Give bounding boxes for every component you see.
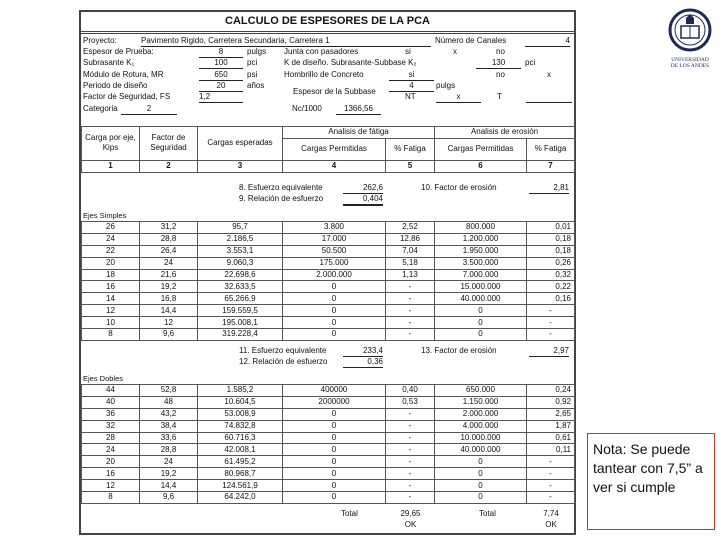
relacion-esfuerzo-value: 0,404 bbox=[343, 193, 383, 206]
ejes-simples-label: Ejes Simples bbox=[83, 211, 127, 220]
table-cell: - bbox=[527, 468, 575, 480]
table-cell: 2.000.000 bbox=[435, 408, 527, 420]
table-cell: 52,8 bbox=[140, 385, 198, 397]
table-row bbox=[82, 492, 575, 504]
table-cell: 17.000 bbox=[283, 233, 386, 245]
kdiseno-label: K de diseño. Subrasante-Subbase K₂ bbox=[284, 58, 417, 67]
subbase-unit: pulgs bbox=[436, 81, 456, 90]
relacion-esfuerzo-dobles-value: 0,36 bbox=[343, 356, 383, 368]
table-cell: 8 bbox=[82, 329, 140, 341]
espesor-unit: pulgs bbox=[247, 47, 267, 56]
table-cell: 1.200.000 bbox=[435, 233, 527, 245]
table-cell: 48 bbox=[140, 396, 198, 408]
table-cell: 0,40 bbox=[386, 385, 435, 397]
table-cell: 28,8 bbox=[140, 233, 198, 245]
column-number-row bbox=[82, 160, 575, 172]
table-cell: 1,13 bbox=[386, 269, 435, 281]
table-cell: - bbox=[386, 456, 435, 468]
hombrillo-si: si bbox=[389, 69, 434, 81]
espesor-label: Espesor de Prueba: bbox=[83, 47, 154, 56]
table-cell: 0 bbox=[435, 329, 527, 341]
table-cell: 28,8 bbox=[140, 444, 198, 456]
factor-erosion-dobles-value: 2,97 bbox=[529, 345, 569, 357]
table-cell: 10 bbox=[82, 317, 140, 329]
header-erosion-group: Analisis de erosión bbox=[435, 127, 575, 139]
table-cell: - bbox=[527, 480, 575, 492]
table-row bbox=[82, 456, 575, 468]
table-cell: 0,92 bbox=[527, 396, 575, 408]
table-cell: 0 bbox=[283, 492, 386, 504]
table-cell: 0 bbox=[283, 468, 386, 480]
table-cell: - bbox=[386, 329, 435, 341]
proyecto-label: Proyecto: bbox=[83, 36, 117, 45]
column-number: 3 bbox=[198, 160, 283, 172]
table-row bbox=[82, 317, 575, 329]
factor-erosion-dobles-label: 13. Factor de erosión bbox=[421, 346, 497, 355]
table-cell: 33,6 bbox=[140, 432, 198, 444]
table-cell: 2.186,5 bbox=[198, 233, 283, 245]
table-cell: 80.968,7 bbox=[198, 468, 283, 480]
total-erosion-value: 7,74 bbox=[543, 509, 559, 518]
factor-erosion-value: 2,81 bbox=[529, 182, 569, 194]
t-mark-blank bbox=[526, 91, 572, 103]
sheet-title: CALCULO DE ESPESORES DE LA PCA bbox=[81, 12, 574, 34]
canales-label: Número de Canales bbox=[435, 36, 507, 45]
table-row bbox=[82, 222, 575, 234]
table-cell: 16,8 bbox=[140, 293, 198, 305]
table-cell: 0,22 bbox=[527, 281, 575, 293]
table-cell: 32.633,5 bbox=[198, 281, 283, 293]
factor-erosion-label: 10. Factor de erosión bbox=[421, 183, 497, 192]
table-cell: 2,52 bbox=[386, 222, 435, 234]
ejes-simples-table bbox=[81, 221, 575, 341]
table-cell: 60.716,3 bbox=[198, 432, 283, 444]
table-row bbox=[82, 432, 575, 444]
categoria-label: Categoria bbox=[83, 104, 118, 113]
header-carga: Carga por eje, Kips bbox=[82, 127, 140, 161]
universidad-logo bbox=[662, 8, 718, 69]
table-cell: - bbox=[527, 456, 575, 468]
total-erosion-status: OK bbox=[545, 520, 557, 529]
header-pct-erosion: % Fatiga bbox=[527, 138, 575, 160]
table-cell: 26,4 bbox=[140, 245, 198, 257]
table-cell: - bbox=[386, 444, 435, 456]
junta-si: si bbox=[405, 47, 411, 56]
table-cell: 1.150.000 bbox=[435, 396, 527, 408]
table-cell: 2,65 bbox=[527, 408, 575, 420]
table-cell: 12 bbox=[82, 305, 140, 317]
table-cell: 24 bbox=[82, 233, 140, 245]
relacion-esfuerzo-dobles-label: 12. Relación de esfuerzo bbox=[239, 357, 328, 366]
subrasante-label: Subrasante K₁ bbox=[83, 58, 135, 67]
table-cell: 195.008,1 bbox=[198, 317, 283, 329]
table-cell: 12 bbox=[82, 480, 140, 492]
table-cell: 22.698,6 bbox=[198, 269, 283, 281]
table-cell: 28 bbox=[82, 432, 140, 444]
table-row bbox=[82, 257, 575, 269]
total-fatiga-status: OK bbox=[404, 520, 417, 529]
table-cell: 319.228,4 bbox=[198, 329, 283, 341]
table-cell: 65.266,9 bbox=[198, 293, 283, 305]
modulo-unit: psi bbox=[247, 70, 258, 79]
column-number: 5 bbox=[386, 160, 435, 172]
table-cell: 5,18 bbox=[386, 257, 435, 269]
ejes-dobles-label: Ejes Dobles bbox=[83, 374, 124, 383]
logo-line2: DE LOS ANDES bbox=[670, 63, 710, 69]
hombrillo-label: Hombrillo de Concreto bbox=[284, 70, 364, 79]
table-cell: 800.000 bbox=[435, 222, 527, 234]
table-cell: 9,6 bbox=[140, 492, 198, 504]
logo-line1: UNIVERSIDAD bbox=[671, 57, 709, 63]
table-cell: - bbox=[386, 293, 435, 305]
table-cell: - bbox=[386, 492, 435, 504]
table-cell: 7.000.000 bbox=[435, 269, 527, 281]
table-cell: 43,2 bbox=[140, 408, 198, 420]
table-row bbox=[82, 420, 575, 432]
table-cell: 9.060,3 bbox=[198, 257, 283, 269]
ejes-dobles-table bbox=[81, 384, 575, 504]
table-cell: 32 bbox=[82, 420, 140, 432]
table-cell: 15.000.000 bbox=[435, 281, 527, 293]
table-cell: 1.950.000 bbox=[435, 245, 527, 257]
table-cell: 53.008,9 bbox=[198, 408, 283, 420]
table-cell: - bbox=[527, 492, 575, 504]
relacion-esfuerzo-label: 9. Relación de esfuerzo bbox=[239, 194, 324, 203]
header-cargas-esperadas: Cargas esperadas bbox=[198, 127, 283, 161]
header-pct-fatiga: % Fatiga bbox=[386, 138, 435, 160]
t-label: T bbox=[497, 92, 502, 101]
subrasante-value: 100 bbox=[199, 57, 243, 69]
table-cell: 12 bbox=[140, 317, 198, 329]
table-cell: 7,04 bbox=[386, 245, 435, 257]
table-cell: 0,53 bbox=[386, 396, 435, 408]
table-cell: 0 bbox=[283, 317, 386, 329]
note-box: Nota: Se puede tantear con 7,5” a ver si cumple bbox=[587, 433, 715, 530]
table-cell: - bbox=[386, 420, 435, 432]
esfuerzo-eq-dobles-value: 233,4 bbox=[343, 345, 383, 357]
table-cell: 0 bbox=[283, 444, 386, 456]
esfuerzo-eq-label: 8. Esfuerzo equivalente bbox=[239, 183, 323, 192]
table-cell: 24 bbox=[140, 257, 198, 269]
column-number: 7 bbox=[527, 160, 575, 172]
table-cell: 18 bbox=[82, 269, 140, 281]
table-cell: 2000000 bbox=[283, 396, 386, 408]
table-cell: - bbox=[527, 305, 575, 317]
table-cell: - bbox=[386, 317, 435, 329]
table-row bbox=[82, 269, 575, 281]
table-row bbox=[82, 444, 575, 456]
table-cell: 40 bbox=[82, 396, 140, 408]
table-cell: - bbox=[386, 305, 435, 317]
periodo-label: Periodo de diseño bbox=[83, 81, 148, 90]
header-cargas-permitidas-erosion: Cargas Permitidas bbox=[435, 138, 527, 160]
modulo-label: Módulo de Rotura, MR bbox=[83, 70, 164, 79]
table-cell: 0 bbox=[435, 317, 527, 329]
table-row bbox=[82, 480, 575, 492]
table-cell: 0,61 bbox=[527, 432, 575, 444]
esfuerzo-eq-dobles-label: 11. Esfuerzo equivalente bbox=[239, 346, 327, 355]
hombrillo-mark: x bbox=[547, 70, 551, 79]
nc-value: 1366,56 bbox=[336, 103, 381, 115]
subbase-label: Espesor de la Subbase bbox=[293, 87, 376, 96]
table-row bbox=[82, 396, 575, 408]
table-cell: 0,26 bbox=[527, 257, 575, 269]
table-cell: 3.553,1 bbox=[198, 245, 283, 257]
categoria-value: 2 bbox=[121, 103, 177, 115]
table-cell: 31,2 bbox=[140, 222, 198, 234]
column-number: 2 bbox=[140, 160, 198, 172]
modulo-value: 650 bbox=[199, 69, 243, 81]
table-cell: 20 bbox=[82, 257, 140, 269]
esfuerzo-eq-value: 262,6 bbox=[343, 182, 383, 194]
nc-label: Nc/1000 bbox=[292, 104, 322, 113]
table-cell: 14 bbox=[82, 293, 140, 305]
table-cell: 9,6 bbox=[140, 329, 198, 341]
table-cell: 0 bbox=[283, 432, 386, 444]
table-cell: 24 bbox=[140, 456, 198, 468]
table-cell: 8 bbox=[82, 492, 140, 504]
table-cell: 64.242,0 bbox=[198, 492, 283, 504]
table-cell: 0 bbox=[283, 420, 386, 432]
table-cell: 0 bbox=[283, 293, 386, 305]
table-cell: 20 bbox=[82, 456, 140, 468]
table-cell: - bbox=[386, 408, 435, 420]
table-cell: 19,2 bbox=[140, 281, 198, 293]
table-cell: - bbox=[386, 432, 435, 444]
subbase-value: 4 bbox=[389, 80, 434, 92]
table-cell: 0,18 bbox=[527, 245, 575, 257]
table-cell: 50.500 bbox=[283, 245, 386, 257]
table-cell: 24 bbox=[82, 444, 140, 456]
header-fatiga-group: Analisis de fátiga bbox=[283, 127, 435, 139]
table-cell: 175.000 bbox=[283, 257, 386, 269]
table-cell: 21,6 bbox=[140, 269, 198, 281]
canales-value: 4 bbox=[525, 35, 570, 47]
table-cell: - bbox=[527, 317, 575, 329]
table-cell: 22 bbox=[82, 245, 140, 257]
table-cell: 16 bbox=[82, 281, 140, 293]
fs-label: Factor de Seguridad, FS bbox=[83, 92, 171, 101]
university-seal-icon bbox=[668, 8, 712, 52]
fs-value: 1,2 bbox=[199, 91, 243, 103]
junta-label: Junta con pasadores bbox=[284, 47, 359, 56]
proyecto-value: Pavimento Rigido, Carretera Secundaria, Carretera 1 bbox=[141, 35, 431, 47]
column-headers bbox=[81, 126, 575, 173]
table-row bbox=[82, 245, 575, 257]
table-cell: 3.800 bbox=[283, 222, 386, 234]
table-cell: - bbox=[527, 329, 575, 341]
junta-no: no bbox=[496, 47, 505, 56]
hombrillo-no: no bbox=[496, 70, 505, 79]
table-cell: 1.585,2 bbox=[198, 385, 283, 397]
table-row bbox=[82, 329, 575, 341]
periodo-value: 20 bbox=[199, 80, 243, 92]
table-row bbox=[82, 305, 575, 317]
column-number: 6 bbox=[435, 160, 527, 172]
table-cell: 0 bbox=[435, 468, 527, 480]
table-cell: - bbox=[386, 468, 435, 480]
table-cell: 0,32 bbox=[527, 269, 575, 281]
table-cell: 12,86 bbox=[386, 233, 435, 245]
espesor-value: 8 bbox=[199, 46, 243, 58]
table-cell: 61.495,2 bbox=[198, 456, 283, 468]
table-cell: 3.500.000 bbox=[435, 257, 527, 269]
table-cell: 14,4 bbox=[140, 480, 198, 492]
table-cell: 4.000.000 bbox=[435, 420, 527, 432]
table-cell: 40.000.000 bbox=[435, 444, 527, 456]
table-cell: 10.604,5 bbox=[198, 396, 283, 408]
table-cell: 0 bbox=[435, 492, 527, 504]
table-cell: 0 bbox=[283, 281, 386, 293]
table-row bbox=[82, 408, 575, 420]
table-cell: 10.000.000 bbox=[435, 432, 527, 444]
table-row bbox=[82, 468, 575, 480]
column-number: 4 bbox=[283, 160, 386, 172]
table-row bbox=[82, 281, 575, 293]
table-cell: 0 bbox=[283, 329, 386, 341]
table-cell: 0 bbox=[435, 456, 527, 468]
table-cell: 0 bbox=[283, 456, 386, 468]
table-cell: 42.008,1 bbox=[198, 444, 283, 456]
table-cell: 0,16 bbox=[527, 293, 575, 305]
table-cell: 0 bbox=[435, 305, 527, 317]
header-cargas-permitidas-fatiga: Cargas Permitidas bbox=[283, 138, 386, 160]
subrasante-unit: pci bbox=[247, 58, 258, 67]
table-cell: 159.559,5 bbox=[198, 305, 283, 317]
table-cell: 0,11 bbox=[527, 444, 575, 456]
table-cell: 0,01 bbox=[527, 222, 575, 234]
table-cell: 0 bbox=[435, 480, 527, 492]
total-fatiga-label: Total bbox=[341, 509, 358, 518]
table-row bbox=[82, 385, 575, 397]
table-cell: 16 bbox=[82, 468, 140, 480]
table-cell: 0,24 bbox=[527, 385, 575, 397]
table-row bbox=[82, 233, 575, 245]
table-cell: - bbox=[386, 281, 435, 293]
table-cell: 95,7 bbox=[198, 222, 283, 234]
table-cell: 40.000.000 bbox=[435, 293, 527, 305]
total-erosion-label: Total bbox=[479, 509, 496, 518]
periodo-unit: años bbox=[247, 81, 265, 90]
table-cell: 36 bbox=[82, 408, 140, 420]
table-row bbox=[82, 293, 575, 305]
kdiseno-unit: pci bbox=[525, 58, 536, 67]
table-cell: 650.000 bbox=[435, 385, 527, 397]
table-cell: 44 bbox=[82, 385, 140, 397]
table-cell: 1,87 bbox=[527, 420, 575, 432]
table-cell: 0 bbox=[283, 408, 386, 420]
table-cell: 26 bbox=[82, 222, 140, 234]
junta-mark: x bbox=[453, 47, 457, 56]
table-cell: 38,4 bbox=[140, 420, 198, 432]
table-cell: 124.561,9 bbox=[198, 480, 283, 492]
column-number: 1 bbox=[82, 160, 140, 172]
kdiseno-value: 130 bbox=[476, 57, 521, 69]
nt-mark: x bbox=[436, 91, 481, 103]
nt-label: NT bbox=[405, 92, 416, 101]
table-cell: 0 bbox=[283, 305, 386, 317]
table-cell: 19,2 bbox=[140, 468, 198, 480]
table-cell: 0,18 bbox=[527, 233, 575, 245]
table-cell: 0 bbox=[283, 480, 386, 492]
total-fatiga-value: 29,65 bbox=[400, 509, 421, 518]
pca-calculation-sheet bbox=[79, 10, 576, 535]
table-cell: 14,4 bbox=[140, 305, 198, 317]
header-factor: Factor de Seguridad bbox=[140, 127, 198, 161]
table-cell: 74.832,8 bbox=[198, 420, 283, 432]
table-cell: 400000 bbox=[283, 385, 386, 397]
table-cell: - bbox=[386, 480, 435, 492]
table-cell: 2.000.000 bbox=[283, 269, 386, 281]
